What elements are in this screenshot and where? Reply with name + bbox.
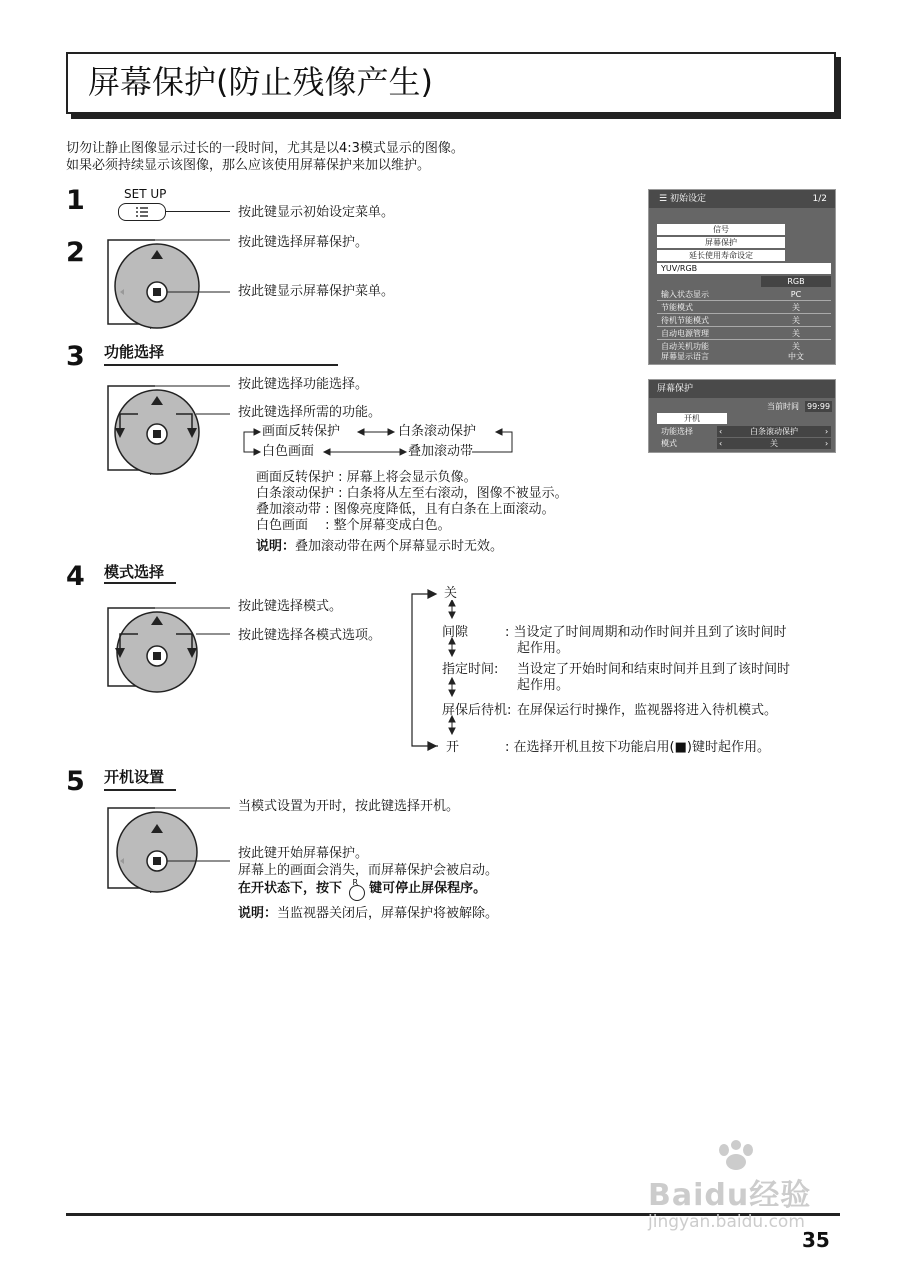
step4-heading: 模式选择: [104, 563, 165, 581]
mode-on-desc: : 在选择开机且按下功能启用(■)键时起作用。: [505, 740, 770, 755]
osd2-row-label: 功能选择: [661, 427, 693, 436]
step2-desc1: 按此键选择屏幕保护。: [238, 235, 369, 250]
note-label-5: 说明：: [238, 906, 278, 921]
mode-off: 关: [444, 586, 458, 601]
osd1-title: ☰ 初始设定: [659, 194, 706, 204]
osd1-row-label: 节能模式: [661, 303, 693, 312]
step5-heading: 开机设置: [104, 768, 165, 786]
mode-interval-desc1: : 当设定了时间周期和动作时间并且到了该时间时: [505, 625, 787, 640]
remote-dial-3[interactable]: [100, 384, 230, 476]
osd2-time-value: 99:99: [807, 402, 831, 411]
intro-line-2: 如果必须持续显示该图像，那么应该使用屏幕保护来加以维护。: [66, 158, 431, 173]
step2-desc2: 按此键显示屏幕保护菜单。: [238, 284, 395, 299]
mode-on: 开: [446, 740, 460, 755]
watermark-brand: Baidu经验: [648, 1178, 812, 1213]
osd2-mode-value[interactable]: 关: [717, 438, 831, 449]
intro-line-1: 切勿让静止图像显示过长的一段时间，尤其是以4:3模式显示的图像。: [66, 141, 464, 156]
step-number-5: 5: [66, 766, 85, 797]
paw-icon: [716, 1140, 756, 1172]
osd1-row-value: 关: [792, 303, 800, 312]
osd2-row-label: 模式: [661, 439, 677, 448]
remote-dial-4[interactable]: [100, 606, 230, 698]
osd2-start-button[interactable]: 开机: [657, 413, 727, 424]
step-number-3: 3: [66, 341, 85, 372]
step-number-2: 2: [66, 237, 85, 268]
step-number-1: 1: [66, 185, 85, 216]
setup-key[interactable]: [118, 203, 166, 221]
cycle-a: 画面反转保护: [262, 424, 341, 439]
mode-time: 指定时间:: [442, 662, 499, 677]
step3-underline: [104, 364, 338, 366]
osd1-row-value: PC: [790, 290, 802, 299]
osd1-row-value: 关: [792, 329, 800, 338]
osd1-page: 1/2: [812, 194, 827, 204]
remote-dial-5[interactable]: [100, 806, 230, 898]
mode-interval-desc2: 起作用。: [517, 641, 570, 656]
mode-time-desc2: 起作用。: [517, 678, 570, 693]
mode-interval: 间隙: [442, 625, 469, 640]
osd1-row-label: 输入状态显示: [661, 290, 709, 299]
osd2-time-label: 当前时间: [767, 402, 799, 411]
title-box: [66, 52, 836, 114]
osd1-item-screensaver[interactable]: 屏幕保护: [657, 237, 785, 248]
osd-screensaver-menu: [648, 379, 836, 453]
osd2-function-value[interactable]: 白条滚动保护: [717, 426, 831, 437]
osd1-yuv-value: RGB: [761, 276, 831, 287]
menu-icon: [119, 204, 165, 220]
chevron-right-icon: ›: [825, 439, 829, 448]
chevron-right-icon: ›: [825, 427, 829, 436]
step-number-4: 4: [66, 561, 85, 592]
osd1-row-label: 待机节能模式: [661, 316, 709, 325]
step1-desc: 按此键显示初始设定菜单。: [238, 205, 395, 220]
watermark-url: jingyan.baidu.com: [648, 1212, 805, 1232]
chevron-left-icon: ‹: [719, 427, 723, 436]
step5-desc4: 在开状态下，按下 R 键可停止屏保程序。: [238, 881, 486, 897]
step3-note: 叠加滚动带在两个屏幕显示时无效。: [295, 539, 504, 554]
osd1-row-value: 中文: [788, 352, 804, 361]
step5-desc3: 屏幕上的画面会消失，而屏幕保护会被启动。: [238, 863, 499, 878]
cycle-c: 白色画面: [262, 444, 315, 459]
chevron-left-icon: ‹: [719, 439, 723, 448]
mode-standby-desc: 在屏保运行时操作，监视器将进入待机模式。: [517, 703, 778, 718]
def-1: 画面反转保护 : 屏幕上将会显示负像。: [256, 470, 477, 485]
note-label: 说明：: [256, 539, 296, 554]
remote-dial-2[interactable]: [100, 238, 230, 330]
step5-underline: [104, 789, 176, 791]
osd1-row-value: 关: [792, 316, 800, 325]
osd1-yuv-label[interactable]: YUV/RGB: [657, 263, 831, 274]
osd1-item-signal[interactable]: 信号: [657, 224, 785, 235]
step4-desc2: 按此键选择各模式选项。: [238, 628, 382, 643]
step3-desc1: 按此键选择功能选择。: [238, 377, 369, 392]
osd-setup-menu: [648, 189, 836, 365]
cycle-b: 白条滚动保护: [398, 424, 477, 439]
r-key-icon: R: [347, 881, 365, 897]
step3-heading: 功能选择: [104, 343, 165, 361]
step5-desc2: 按此键开始屏幕保护。: [238, 846, 369, 861]
step5-desc1: 当模式设置为开时，按此键选择开机。: [238, 799, 460, 814]
osd1-row-value: 关: [792, 342, 800, 351]
setup-key-label: SET UP: [124, 187, 167, 201]
step5-note: 当监视器关闭后，屏幕保护将被解除。: [277, 906, 499, 921]
osd1-row-label: 自动电源管理: [661, 329, 709, 338]
page-title: 屏幕保护(防止残像产生): [88, 63, 433, 101]
mode-standby: 屏保后待机:: [442, 703, 512, 718]
step3-desc2: 按此键选择所需的功能。: [238, 405, 382, 420]
def-4: 白色画面 : 整个屏幕变成白色。: [256, 518, 451, 533]
cycle-d: 叠加滚动带: [408, 444, 474, 459]
step4-underline: [104, 582, 176, 584]
def-3: 叠加滚动带 : 图像亮度降低，且有白条在上面滚动。: [256, 502, 555, 517]
osd1-row-label: 屏幕显示语言: [661, 352, 709, 361]
def-2: 白条滚动保护 : 白条将从左至右滚动，图像不被显示。: [256, 486, 568, 501]
page-number: 35: [802, 1228, 830, 1252]
osd1-item-lifetime[interactable]: 延长使用寿命设定: [657, 250, 785, 261]
step4-desc1: 按此键选择模式。: [238, 599, 343, 614]
osd1-row-label: 自动关机功能: [661, 342, 709, 351]
osd2-title: 屏幕保护: [657, 384, 694, 394]
leader-line: [166, 211, 230, 212]
mode-time-desc1: 当设定了开始时间和结束时间并且到了该时间时: [517, 662, 791, 677]
